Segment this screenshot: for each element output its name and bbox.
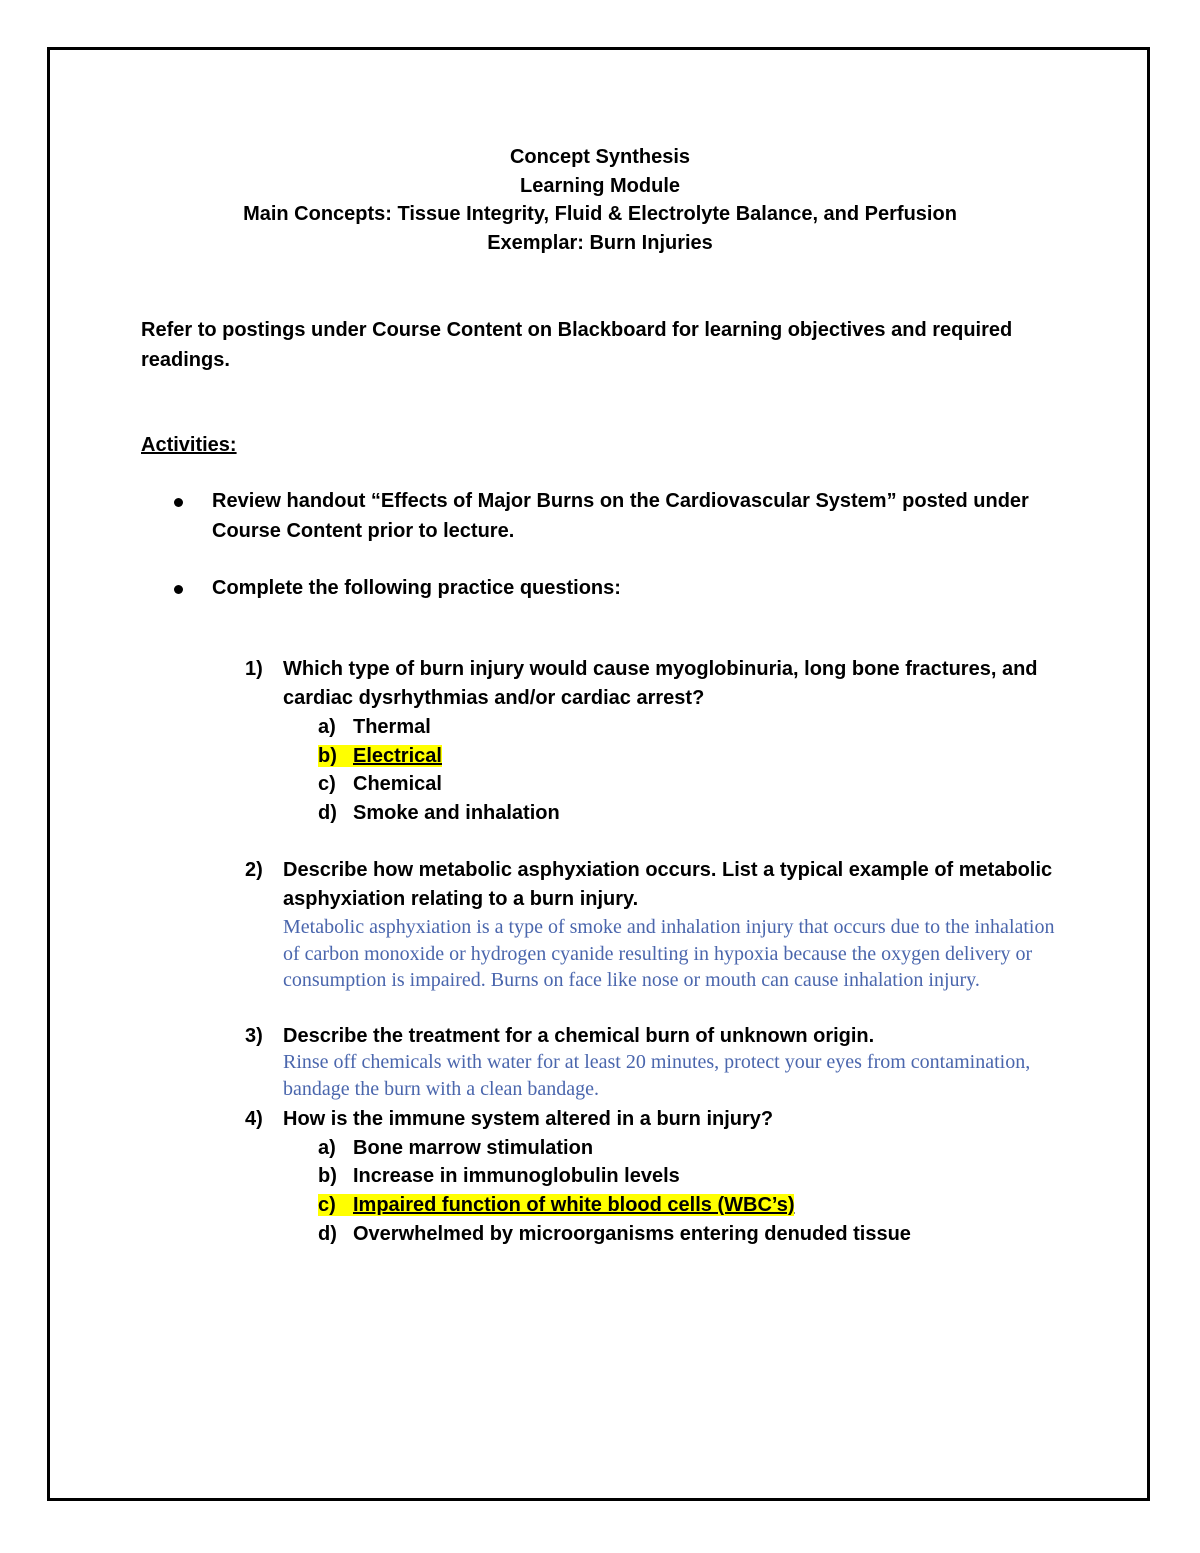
question-2-answer: Metabolic asphyxiation is a type of smoke and inhalation injury that occurs due to the inhalation of carbon monoxide or hydrogen cyanide resulting in hypoxia because the oxygen delivery or consumption is impaired. Burns on face like nose or mouth can cause inhalation injury.	[283, 916, 1055, 991]
question-4-option-b	[318, 1162, 680, 1191]
answer-highlight	[318, 1194, 794, 1216]
question-number: 2)	[245, 859, 263, 881]
question-1-option-a	[318, 713, 431, 742]
option-letter: b)	[318, 745, 337, 767]
activities-heading: Activities:	[141, 434, 237, 456]
header-main-concepts: Main Concepts: Tissue Integrity, Fluid & Electrolyte Balance, and Perfusion	[243, 203, 957, 225]
question-1	[245, 655, 1073, 713]
option-letter: d)	[318, 802, 337, 824]
header-title: Concept Synthesis	[509, 146, 691, 168]
question-4-option-d	[318, 1220, 911, 1249]
question-3	[245, 1022, 1073, 1051]
question-1-option-b-answer	[318, 742, 442, 771]
question-4-option-a	[318, 1134, 593, 1163]
option-text: Chemical	[353, 773, 442, 795]
question-number: 4)	[245, 1108, 263, 1130]
option-letter: d)	[318, 1223, 337, 1245]
question-2	[245, 856, 1073, 914]
option-text: Smoke and inhalation	[353, 802, 560, 824]
question-text: Describe the treatment for a chemical burn of unknown origin.	[283, 1025, 875, 1047]
option-letter: b)	[318, 1165, 337, 1187]
option-letter: a)	[318, 1137, 336, 1159]
bullet-dot-icon	[174, 585, 183, 594]
question-text: Describe how metabolic asphyxiation occurs. List a typical example of metabolic asphyxiation relating to a burn injury.	[283, 859, 1053, 910]
option-letter: c)	[318, 1194, 336, 1216]
document-header	[50, 143, 1150, 257]
answer-highlight	[318, 745, 442, 767]
question-text: Which type of burn injury would cause myoglobinuria, long bone fractures, and cardiac dysrhythmias and/or cardiac arrest?	[283, 658, 1038, 709]
header-exemplar: Exemplar: Burn Injuries	[487, 231, 713, 254]
question-1-option-d	[318, 799, 560, 828]
bullet-text: Complete the following practice questions:	[212, 577, 621, 599]
option-text: Impaired function of white blood cells (WBC’s)	[353, 1194, 795, 1216]
option-letter: c)	[318, 773, 336, 795]
question-number: 3)	[245, 1025, 263, 1047]
question-text: How is the immune system altered in a burn injury?	[283, 1108, 774, 1130]
option-text: Increase in immunoglobulin levels	[353, 1165, 680, 1187]
bullet-item-practice-questions	[212, 573, 1072, 603]
intro-paragraph: Refer to postings under Course Content on Blackboard for learning objectives and required readings.	[141, 319, 1013, 371]
option-text: Thermal	[353, 716, 431, 738]
option-text: Electrical	[353, 745, 442, 767]
option-text: Bone marrow stimulation	[353, 1137, 594, 1159]
bullet-dot-icon	[174, 498, 183, 507]
bullet-text: Review handout “Effects of Major Burns on the Cardiovascular System” posted under Course Content prior to lecture.	[212, 490, 1029, 542]
question-number: 1)	[245, 658, 263, 680]
page-border	[47, 47, 1150, 1501]
option-letter: a)	[318, 716, 336, 738]
option-text: Overwhelmed by microorganisms entering denuded tissue	[353, 1223, 911, 1245]
question-4	[245, 1105, 1073, 1134]
question-1-option-c	[318, 770, 442, 799]
question-3-answer: Rinse off chemicals with water for at least 20 minutes, protect your eyes from contamination, bandage the burn with a clean bandage.	[283, 1051, 1031, 1100]
question-4-option-c-answer	[318, 1191, 794, 1220]
bullet-item-review-handout	[212, 486, 1072, 546]
header-subtitle: Learning Module	[520, 174, 680, 197]
